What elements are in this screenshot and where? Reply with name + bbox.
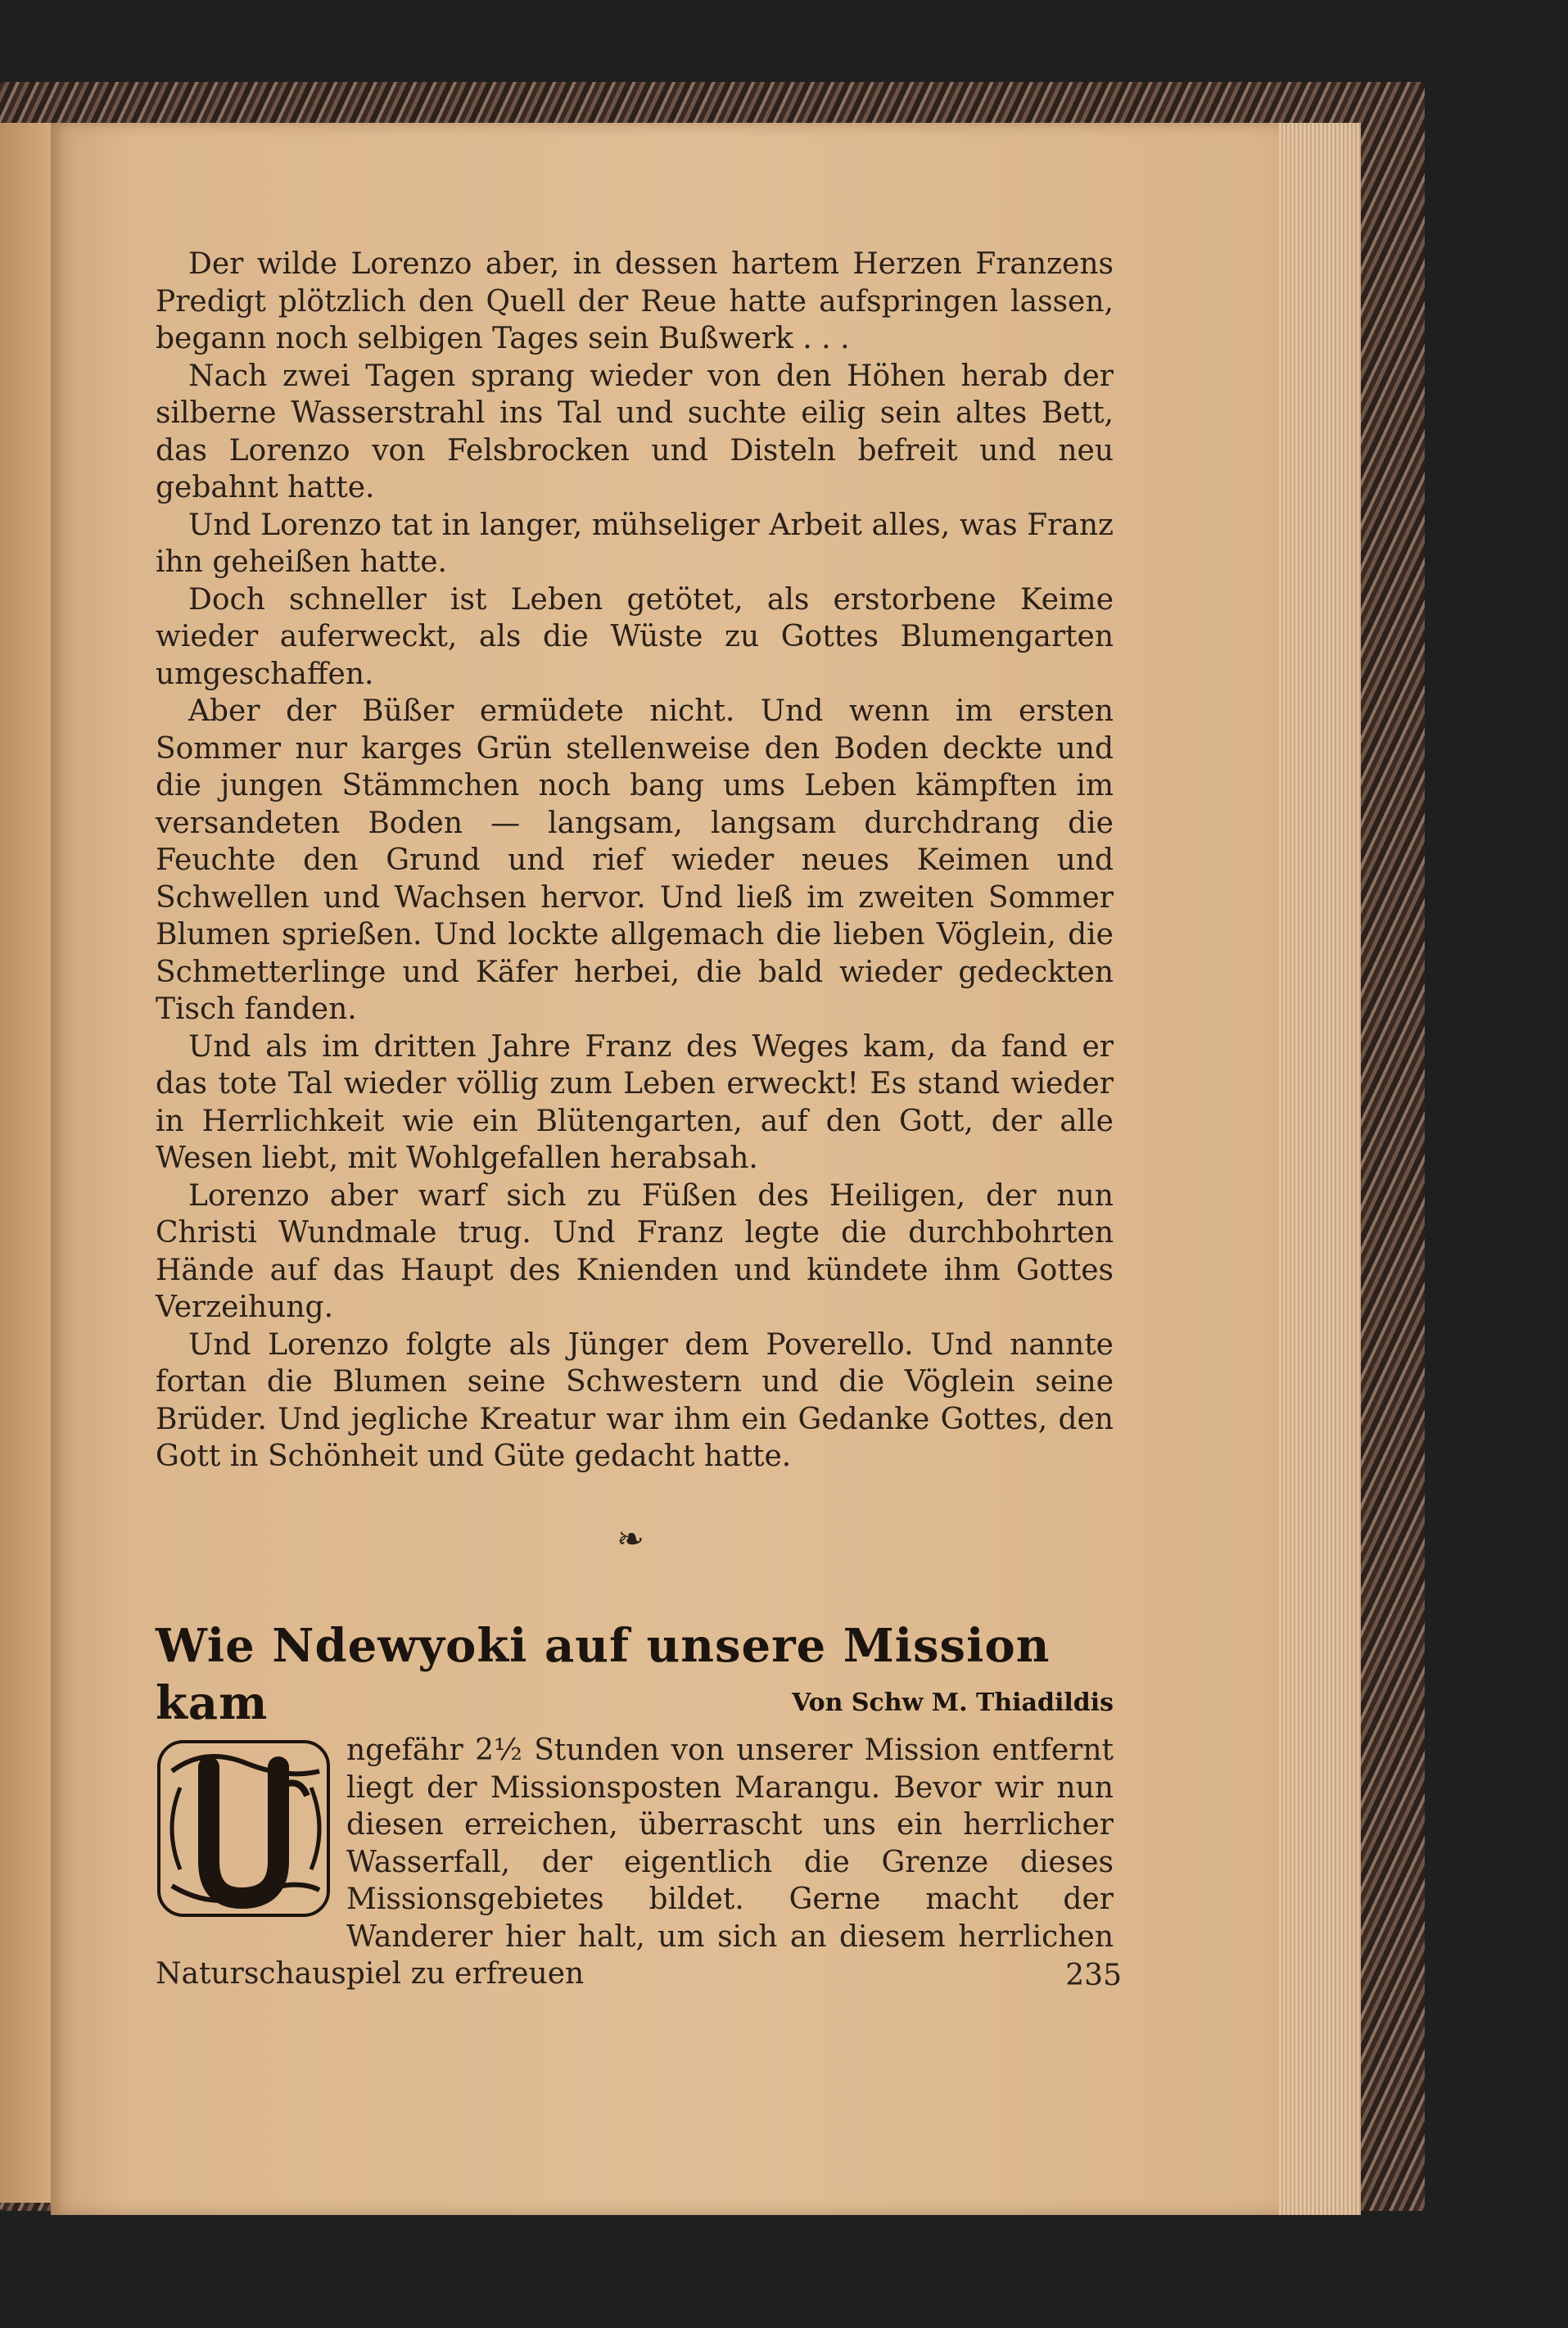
paragraph: Und Lorenzo tat in langer, mühseliger Arbeit alles, was Franz ihn geheißen hatte.	[156, 508, 1114, 579]
article-body	[156, 1732, 1114, 1993]
page-number: 235	[1065, 1959, 1122, 1992]
paragraph: Und als im dritten Jahre Franz des Weges kam, da fand er das tote Tal wieder völlig zum Leben erweckt! Es stand wieder in Herrlichkeit wie ein Blütengarten, auf den Gott, der alle Wesen liebt, mit Wohlgefallen herabsah.	[156, 1029, 1114, 1175]
paragraph: Lorenzo aber warf sich zu Füßen des Heiligen, der nun Christi Wundmale trug. Und Franz legte die durchbohrten Hände auf das Haupt des Knienden und kündete ihm Gottes Verzeihung.	[156, 1178, 1114, 1324]
dropcap-initial	[156, 1738, 332, 1919]
dropcap-ornament-icon	[156, 1738, 332, 1919]
left-page-edge	[0, 123, 52, 2203]
story-text	[156, 246, 1114, 1476]
article-title: Wie Ndewyoki auf unsere Mission kam	[156, 1619, 1051, 1730]
paragraph: Der wilde Lorenzo aber, in dessen hartem Herzen Franzens Predigt plötzlich den Quell der Reue hatte aufspringen lassen, begann noch selbigen Tages sein Bußwerk . . .	[156, 247, 1114, 355]
paragraph: Nach zwei Tagen sprang wieder von den Höhen herab der silberne Wasserstrahl ins Tal und suchte eilig sein altes Bett, das Lorenzo von Felsbrocken und Disteln befreit und neu gebahnt hatte.	[156, 359, 1114, 504]
page-stack-edges	[1279, 123, 1361, 2215]
section-ornament-icon: ❧	[617, 1521, 644, 1558]
paragraph: Aber der Büßer ermüdete nicht. Und wenn im ersten Sommer nur karges Grün stellenweise den Boden deckte und die jungen Stämmchen noch bang ums Leben kämpften im versandeten Boden — langsam, langsam durchdrang die Feuchte den Grund und rief wieder neues Keimen und Schwellen und Wachsen hervor. Und ließ im zweiten Sommer Blumen sprießen. Und lockte allgemach die lieben Vöglein, die Schmetterlinge und Käfer herbei, die bald wieder gedeckten Tisch fanden.	[156, 694, 1114, 1026]
article-paragraph: ngefähr 2½ Stunden von unserer Mission entfernt liegt der Missionsposten Marangu. Bevor wir nun diesen erreichen, überrascht uns ein herrlicher Wasserfall, der eigentlich die Grenze dieses Missionsgebietes bildet. Gerne macht der Wanderer hier halt, um sich an diesem herrlichen Naturschauspiel zu erfreuen	[156, 1734, 1114, 1991]
paragraph: Doch schneller ist Leben getötet, als erstorbene Keime wieder auferweckt, als die Wüste zu Gottes Blumengarten umgeschaffen.	[156, 582, 1114, 691]
paragraph: Und Lorenzo folgte als Jünger dem Poverello. Und nannte fortan die Blumen seine Schwestern und die Vöglein seine Brüder. Und jegliche Kreatur war ihm ein Gedanke Gottes, den Gott in Schönheit und Güte gedacht hatte.	[156, 1327, 1114, 1473]
article-byline: Von Schw M. Thiadildis	[792, 1688, 1114, 1717]
